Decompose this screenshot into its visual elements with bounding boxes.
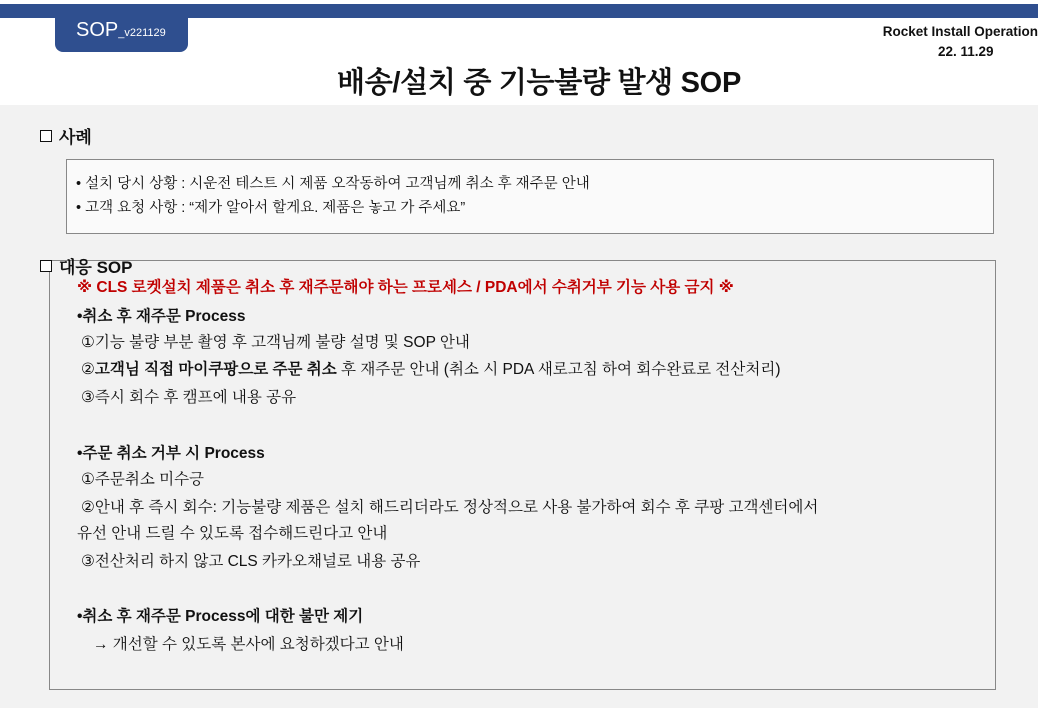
- document-date: 22. 11.29: [938, 44, 994, 59]
- checkbox-icon: [40, 130, 52, 142]
- sop-heading-label: 대응 SOP: [59, 258, 133, 277]
- process2-step3: ③전산처리 하지 않고 CLS 카카오채널로 내용 공유: [81, 553, 421, 570]
- case-heading-label: 사례: [59, 128, 92, 147]
- process1-title: •취소 후 재주문 Process: [77, 308, 246, 325]
- process2-title: •주문 취소 거부 시 Process: [77, 445, 265, 462]
- page-title: 배송/설치 중 기능불량 발생 SOP: [337, 67, 741, 99]
- process1-step2-prefix: ②: [81, 361, 95, 378]
- process3-title: •취소 후 재주문 Process에 대한 불만 제기: [77, 608, 364, 625]
- warning-notice: ※ CLS 로켓설치 제품은 취소 후 재주문해야 하는 프로세스 / PDA에서 수취거부 기능 사용 금지 ※: [77, 279, 734, 296]
- case-box: [66, 159, 994, 234]
- process3-step1: → 개선할 수 있도록 본사에 요청하겠다고 안내: [93, 636, 404, 653]
- case-section-heading: [40, 123, 92, 148]
- process1-step2: [81, 357, 781, 379]
- process1-step2-bold: 고객님 직접 마이쿠팡으로 주문 취소: [94, 361, 337, 378]
- process1-step3: ③즉시 회수 후 캠프에 내용 공유: [81, 389, 297, 406]
- process2-step1: ①주문취소 미수긍: [81, 471, 205, 488]
- sop-tab-label: SOP: [76, 19, 119, 41]
- checkbox-icon: [40, 260, 52, 272]
- sop-version-tab: [55, 14, 188, 52]
- process2-step2-line1: ②안내 후 즉시 회수: 기능불량 제품은 설치 해드리더라도 정상적으로 사용 불가하여 회수 후 쿠팡 고객센터에서: [81, 499, 819, 516]
- company-name: Rocket Install Operation: [882, 24, 1038, 39]
- process1-step1: ①기능 불량 부분 촬영 후 고객님께 불량 설명 및 SOP 안내: [81, 334, 470, 351]
- sop-tab-version: _v221129: [118, 27, 166, 39]
- case-line: • 설치 당시 상황 : 시운전 테스트 시 제품 오작동하여 고객님께 취소 후 재주문 안내: [76, 176, 590, 192]
- case-line: • 고객 요청 사항 : “제가 알아서 할게요. 제품은 놓고 가 주세요”: [76, 200, 466, 216]
- process2-step2-line2: 유선 안내 드릴 수 있도록 접수해드린다고 안내: [77, 525, 388, 542]
- process1-step2-rest: 후 재주문 안내 (취소 시 PDA 새로고침 하여 회수완료로 전산처리): [336, 361, 781, 378]
